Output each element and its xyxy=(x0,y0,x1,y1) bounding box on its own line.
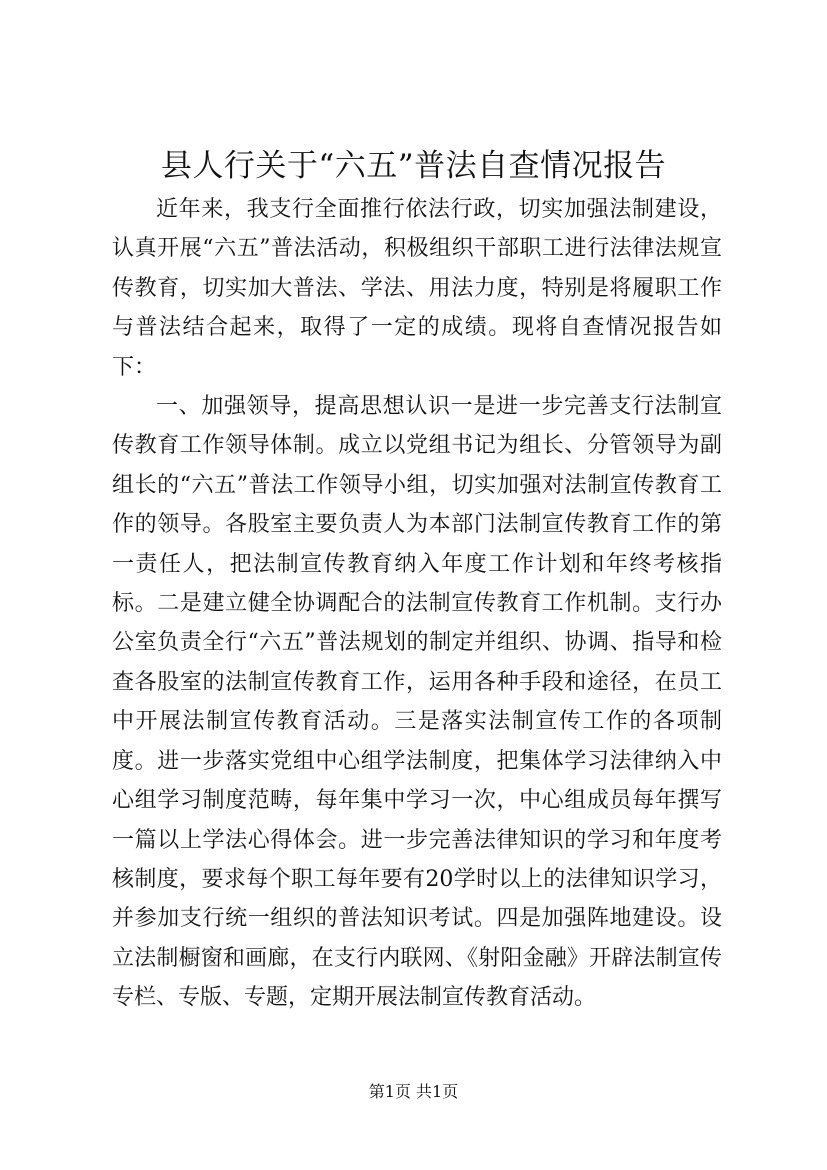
page-footer: 第1页 共1页 xyxy=(368,1082,459,1101)
document-body xyxy=(112,190,722,1018)
intro-paragraph: 近年来，我支行全面推行依法行政，切实加强法制建设，认真开展“六五”普法活动，积极组织干部职工进行法律法规宣传教育，切实加大普法、学法、用法力度，特别是将履职工作与普法结合起来，取得了一定的成绩。现将自查情况报告如下： xyxy=(112,197,722,380)
document-title: 县人行关于“六五”普法自查情况报告 xyxy=(160,148,667,184)
section-one-paragraph: 一、加强领导，提高思想认识一是进一步完善支行法制宣传教育工作领导体制。成立以党组书记为组长、分管领导为副组长的“六五”普法工作领导小组，切实加强对法制宣传教育工作的领导。各股室主要负责人为本部门法制宣传教育工作的第一责任人，把法制宣传教育纳入年度工作计划和年终考核指标。二是建立健全协调配合的法制宣传教育工作机制。支行办公室负责全行“六五”普法规划的制定并组织、协调、指导和检查各股室的法制宣传教育工作，运用各种手段和途径，在员工中开展法制宣传教育活动。三是落实法制宣传工作的各项制度。进一步落实党组中心组学法制度，把集体学习法律纳入中心组学习制度范畴，每年集中学习一次，中心组成员每年撰写一篇以上学法心得体会。进一步完善法律知识的学习和年度考核制度，要求每个职工每年要有20学时以上的法律知识学习，并参加支行统一组织的普法知识考试。四是加强阵地建设。设立法制橱窗和画廊，在支行内联网、《射阳金融》开辟法制宣传专栏、专版、专题，定期开展法制宣传教育活动。 xyxy=(112,394,722,1011)
